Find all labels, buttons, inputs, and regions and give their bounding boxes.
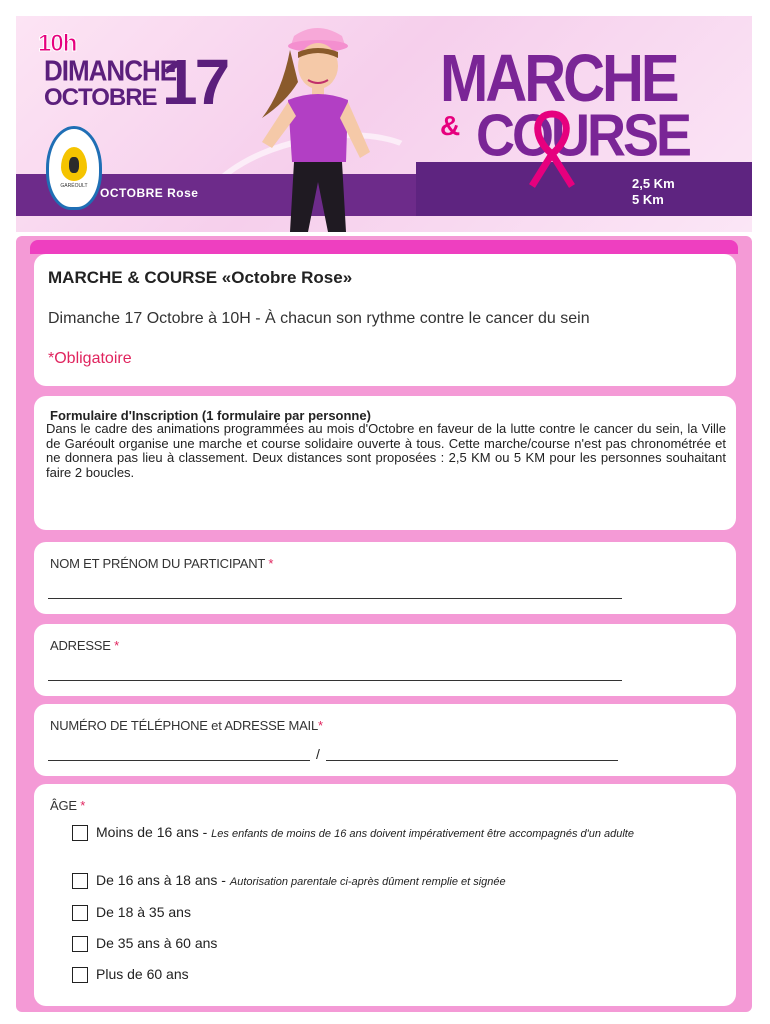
banner-time: 10h <box>38 30 77 57</box>
option-label: De 35 ans à 60 ans <box>96 935 218 951</box>
name-question-card <box>34 542 736 614</box>
option-label: De 18 à 35 ans <box>96 904 191 920</box>
info-body: Dans le cadre des animations programmées au mois d'Octobre en faveur de la lutte contre le cancer du sein, la Ville de Garéoult organise une marche et course solidaire ouverte à tous. Cette marche/course n'est pas chronométrée et ne donnera pas lieu à classement. Deux distances sont proposées : 2,5 KM ou 5 KM pour les personnes souhaitant faire 2 boucles. <box>46 421 726 480</box>
logo-emblem <box>61 147 87 181</box>
banner-distances <box>632 176 675 208</box>
distance-2: 5 Km <box>632 192 664 207</box>
distance-1: 2,5 Km <box>632 176 675 191</box>
banner-event-line1: MARCHE <box>440 41 677 117</box>
age-option-under-16[interactable] <box>72 824 712 841</box>
banner-month: OCTOBRE <box>44 84 157 111</box>
name-input-line[interactable] <box>48 598 622 599</box>
age-option-over-60[interactable] <box>72 966 189 983</box>
form-title: MARCHE & COURSE «Octobre Rose» <box>48 268 353 287</box>
form-subtitle: Dimanche 17 Octobre à 10H - À chacun son rythme contre le cancer du sein <box>48 310 590 327</box>
checkbox[interactable] <box>72 873 88 889</box>
pink-ribbon-icon <box>522 108 582 188</box>
option-note: Autorisation parentale ci-après dûment remplie et signée <box>229 876 506 888</box>
required-note: *Obligatoire <box>48 350 132 367</box>
checkbox[interactable] <box>72 936 88 952</box>
banner-date: 17 <box>162 46 228 118</box>
name-label: NOM ET PRÉNOM DU PARTICIPANT * <box>50 556 274 571</box>
address-question-card <box>34 624 736 696</box>
address-label: ADRESSE * <box>50 638 120 653</box>
form-header-card <box>34 254 736 386</box>
runner-illustration <box>242 22 392 232</box>
banner-event-line2: COURSE <box>476 102 690 169</box>
event-banner <box>16 16 752 232</box>
phone-input-line[interactable] <box>48 760 310 761</box>
option-note: Les enfants de moins de 16 ans doivent impérativement être accompagnés d'un adulte <box>211 828 634 840</box>
age-option-35-60[interactable] <box>72 935 217 952</box>
town-logo <box>46 126 102 210</box>
contact-question-card <box>34 704 736 776</box>
age-label: ÂGE * <box>50 798 86 813</box>
info-card <box>34 396 736 530</box>
info-heading: Formulaire d'Inscription (1 formulaire par personne) <box>50 408 371 423</box>
banner-band-right <box>416 162 752 216</box>
banner-amp: & <box>440 110 461 141</box>
banner-tagline: OCTOBRE Rose <box>100 186 199 200</box>
option-label: Moins de 16 ans - <box>96 824 212 840</box>
age-option-16-18[interactable] <box>72 872 506 889</box>
form-accent-bar <box>30 240 738 254</box>
address-input-line[interactable] <box>48 680 622 681</box>
logo-text: GARÉOULT <box>60 183 88 189</box>
age-option-18-35[interactable] <box>72 904 191 921</box>
checkbox[interactable] <box>72 825 88 841</box>
option-label: Plus de 60 ans <box>96 966 189 982</box>
email-input-line[interactable] <box>326 760 618 761</box>
contact-separator: / <box>316 746 320 762</box>
banner-day: DIMANCHE <box>44 54 177 87</box>
age-question-card <box>34 784 736 1006</box>
contact-label: NUMÉRO DE TÉLÉPHONE et ADRESSE MAIL* <box>50 718 323 733</box>
checkbox[interactable] <box>72 967 88 983</box>
checkbox[interactable] <box>72 905 88 921</box>
option-label: De 16 ans à 18 ans - <box>96 872 230 888</box>
